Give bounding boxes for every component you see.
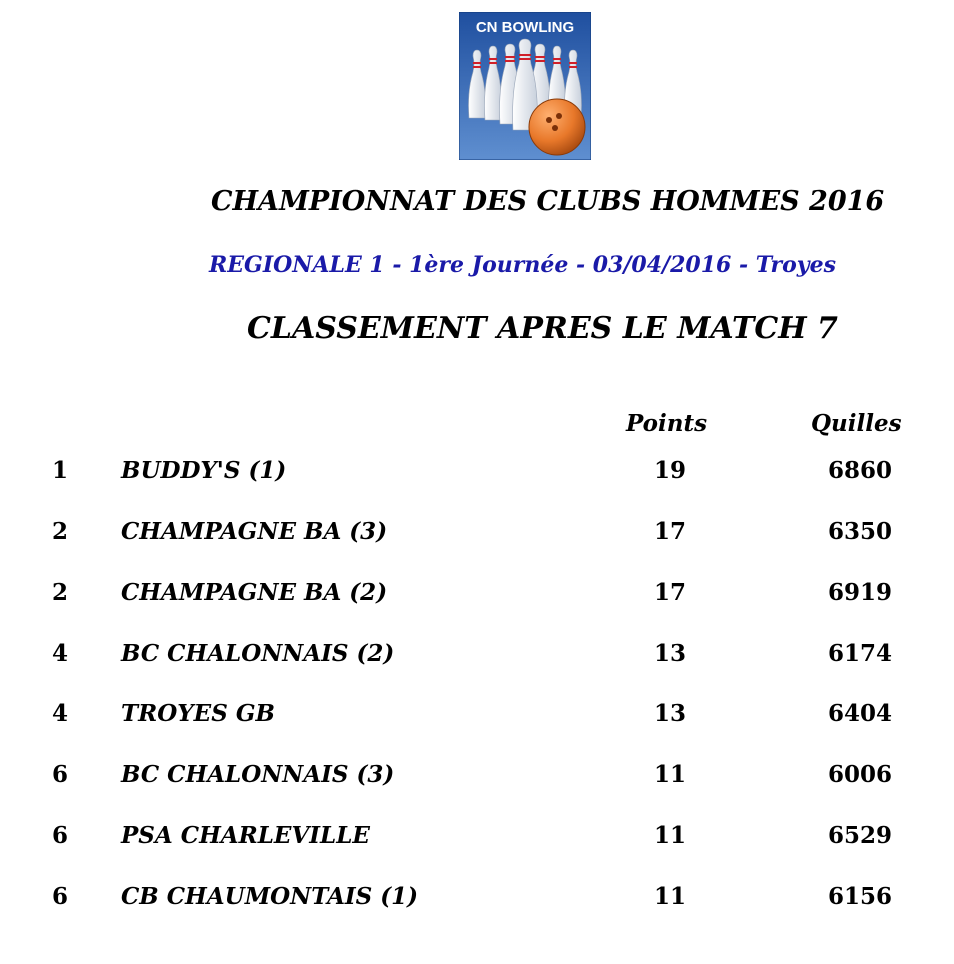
rank-cell: 1 bbox=[52, 457, 69, 484]
team-cell: BUDDY'S (1) bbox=[121, 457, 287, 484]
quilles-cell: 6156 bbox=[827, 883, 892, 910]
points-cell: 13 bbox=[653, 640, 686, 667]
rank-cell: 4 bbox=[52, 700, 69, 727]
team-cell: CB CHAUMONTAIS (1) bbox=[121, 883, 419, 910]
points-cell: 11 bbox=[653, 761, 686, 788]
ranking-heading: CLASSEMENT APRES LE MATCH 7 bbox=[247, 311, 838, 346]
logo-text: CN BOWLING bbox=[475, 19, 575, 36]
team-cell: BC CHALONNAIS (2) bbox=[121, 640, 395, 667]
quilles-cell: 6529 bbox=[827, 822, 892, 849]
rank-cell: 4 bbox=[52, 640, 69, 667]
table-row bbox=[0, 640, 954, 680]
quilles-column-header: Quilles bbox=[811, 410, 902, 437]
team-cell: TROYES GB bbox=[121, 700, 275, 727]
team-cell: PSA CHARLEVILLE bbox=[121, 822, 370, 849]
table-row bbox=[0, 518, 954, 558]
quilles-cell: 6006 bbox=[827, 761, 892, 788]
rank-cell: 2 bbox=[52, 579, 69, 606]
points-cell: 13 bbox=[653, 700, 686, 727]
quilles-cell: 6350 bbox=[827, 518, 892, 545]
points-cell: 19 bbox=[653, 457, 686, 484]
table-row bbox=[0, 579, 954, 619]
rank-cell: 2 bbox=[52, 518, 69, 545]
points-column-header: Points bbox=[626, 410, 708, 437]
points-cell: 17 bbox=[653, 518, 686, 545]
table-row bbox=[0, 457, 954, 497]
championship-title: CHAMPIONNAT DES CLUBS HOMMES 2016 bbox=[211, 186, 885, 217]
quilles-cell: 6919 bbox=[827, 579, 892, 606]
quilles-cell: 6174 bbox=[827, 640, 892, 667]
team-cell: CHAMPAGNE BA (2) bbox=[121, 579, 388, 606]
table-row bbox=[0, 883, 954, 923]
rank-cell: 6 bbox=[52, 883, 69, 910]
table-row bbox=[0, 822, 954, 862]
team-cell: CHAMPAGNE BA (3) bbox=[121, 518, 388, 545]
points-cell: 11 bbox=[653, 822, 686, 849]
table-row bbox=[0, 761, 954, 801]
points-cell: 11 bbox=[653, 883, 686, 910]
points-cell: 17 bbox=[653, 579, 686, 606]
quilles-cell: 6404 bbox=[827, 700, 892, 727]
rank-cell: 6 bbox=[52, 822, 69, 849]
team-cell: BC CHALONNAIS (3) bbox=[121, 761, 395, 788]
quilles-cell: 6860 bbox=[827, 457, 892, 484]
table-row bbox=[0, 700, 954, 740]
event-subtitle: REGIONALE 1 - 1ère Journée - 03/04/2016 - Troyes bbox=[209, 252, 836, 278]
cn-bowling-logo bbox=[459, 12, 591, 160]
rank-cell: 6 bbox=[52, 761, 69, 788]
bowling-logo-icon bbox=[459, 12, 591, 160]
